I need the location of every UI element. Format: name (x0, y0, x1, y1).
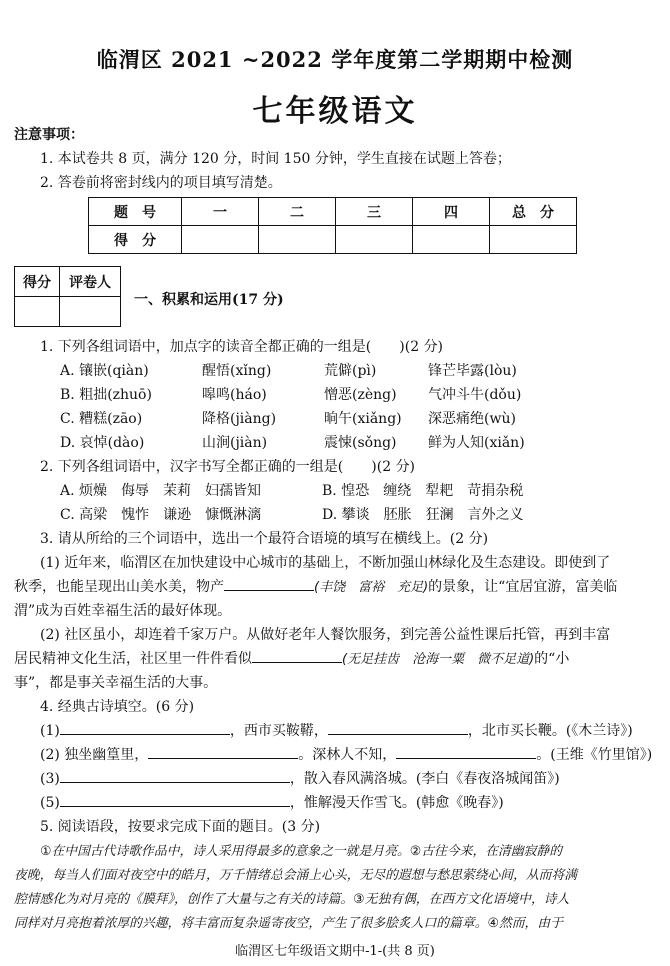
score-cell[interactable] (336, 226, 413, 254)
answer-blank[interactable] (60, 720, 230, 735)
grader-table (14, 266, 121, 327)
q3-word-options: (丰饶 富裕 充足) (314, 580, 429, 595)
grader-score-label: 得分 (15, 267, 60, 297)
q2-option-d: D. 攀谈 胚胀 狂澜 言外之义 (322, 507, 524, 523)
q1-option-c2: 降格(jiàng) (202, 411, 277, 427)
q4-text: 。(王维《竹里馆》) (536, 747, 653, 763)
q1-option-b1: B. 粗拙(zhuō) (60, 387, 152, 403)
q1-option-a3: 荒僻(pì) (324, 363, 377, 379)
q2-option-a: A. 烦燥 侮辱 茉莉 妇孺皆知 (60, 483, 262, 499)
q4-text: 。深林人不知， (298, 747, 397, 763)
q1-option-b3: 憎恶(zèng) (324, 387, 397, 403)
q1-option-d2: 山涧(jiàn) (202, 435, 268, 451)
q4-text: ，北市买长鞭。(《木兰诗》) (467, 723, 633, 739)
q1-option-c1: C. 糟糕(zāo) (60, 411, 143, 427)
score-header-cell: 二 (259, 198, 336, 226)
q4-line-1 (40, 720, 633, 740)
q4-line-4 (40, 792, 504, 812)
answer-blank[interactable] (60, 792, 290, 807)
grader-score-cell[interactable] (15, 297, 60, 327)
question-stem-text: 1. 下列各组词语中，加点字的读音全都正确的一组是( (40, 339, 372, 355)
score-header-cell: 一 (182, 198, 259, 226)
q4-text: (2) 独坐幽篁里， (40, 747, 149, 763)
q1-option-d3: 震悚(sǒng) (324, 435, 397, 451)
q1-option-c4: 深恶痛绝(wù) (428, 411, 516, 427)
score-cell[interactable] (259, 226, 336, 254)
notice-heading: 注意事项： (14, 127, 84, 143)
q5-passage-line: ①在中国古代诗歌作品中，诗人采用得最多的意象之一就是月亮。②古往今来，在清幽寂静的 (40, 844, 563, 859)
q1-option-c3: 晌午(xiǎng) (324, 411, 402, 427)
q3-passage-line: (2) 社区虽小，却连着千家万户。从做好老年人餐饮服务，到完善公益性课后托管，再到丰富 (40, 627, 611, 643)
question-2-stem (40, 456, 415, 476)
q1-option-b4: 气冲斗牛(dǒu) (428, 387, 522, 403)
q2-option-b: B. 惶恐 缠绕 犁耙 苛捐杂税 (322, 483, 524, 499)
question-stem-text: 2. 下列各组词语中，汉字书写全都正确的一组是( (40, 459, 344, 475)
q1-option-d4: 鲜为人知(xiǎn) (428, 435, 525, 451)
q4-text: ，散入春风满洛城。(李白《春夜洛城闻笛》) (289, 771, 560, 787)
page-footer: 临渭区七年级语文期中-1-(共 8 页) (235, 944, 435, 959)
answer-blank[interactable] (148, 744, 298, 759)
q1-option-a4: 锋芒毕露(lòu) (428, 363, 517, 379)
answer-blank[interactable] (224, 576, 314, 591)
q4-text: ，惟解漫天作雪飞。(韩愈《晚春》) (289, 795, 504, 811)
q2-option-c: C. 高梁 愧怍 谦逊 慷慨淋漓 (60, 507, 262, 523)
q4-text: (5) (40, 795, 60, 811)
exam-title: 临渭区 2021 ~2022 学年度第二学期期中检测 (96, 47, 574, 72)
score-row-label: 得 分 (89, 226, 182, 254)
q3-word-options: (无足挂齿 沧海一粟 微不足道) (342, 652, 535, 667)
q4-line-2 (40, 744, 652, 764)
q4-text: ，西市买鞍鞯， (229, 723, 328, 739)
score-cell[interactable] (413, 226, 490, 254)
score-table (88, 197, 577, 254)
question-4-stem: 4. 经典古诗填空。(6 分) (40, 699, 195, 715)
subject-title: 七年级语文 (252, 94, 418, 129)
q3-text: 的“小 (534, 651, 570, 667)
q3-text: 秋季，也能呈现出山美水美，物产 (14, 579, 224, 595)
q3-text: 居民精神文化生活，社区里一件件看似 (14, 651, 252, 667)
score-header-cell: 三 (336, 198, 413, 226)
notice-item: 2. 答卷前将密封线内的项目填写清楚。 (40, 175, 282, 191)
q4-text: (1) (40, 723, 60, 739)
q1-option-a1: A. 镶嵌(qiàn) (60, 363, 149, 379)
q1-option-d1: D. 哀悼(dào) (60, 435, 145, 451)
score-header-cell: 四 (413, 198, 490, 226)
q3-text: 的景象，让“宜居宜游，富美临 (428, 579, 618, 595)
grader-name-label: 评卷人 (60, 267, 121, 297)
score-cell[interactable] (490, 226, 577, 254)
score-header-cell: 总 分 (490, 198, 577, 226)
q1-option-a2: 醒悟(xǐng) (202, 363, 272, 379)
answer-blank[interactable] (60, 768, 290, 783)
question-3-stem: 3. 请从所给的三个词语中，选出一个最符合语境的填写在横线上。(2 分) (40, 531, 489, 547)
q3-passage-line (14, 648, 569, 668)
answer-blank[interactable] (252, 648, 342, 663)
question-5-stem: 5. 阅读语段，按要求完成下面的题目。(3 分) (40, 819, 321, 835)
q4-text: (3) (40, 771, 60, 787)
question-score: )(2 分) (371, 459, 416, 475)
question-1-stem (40, 336, 443, 356)
q3-passage-line: 事”，都是事关幸福生活的大事。 (14, 675, 218, 691)
question-score: )(2 分) (399, 339, 444, 355)
q5-passage-line: 腔情感化为对月亮的《膜拜》，创作了大量与之有关的诗篇。③无独有偶，在西方文化语境中，诗人 (14, 892, 570, 907)
score-header-cell: 题 号 (89, 198, 182, 226)
q5-passage-line: 同样对月亮抱着浓厚的兴趣，将丰富而复杂遥寄夜空，产生了很多脍炙人口的篇章。④然而，由于 (14, 916, 563, 931)
score-cell[interactable] (182, 226, 259, 254)
answer-blank[interactable] (396, 744, 536, 759)
q3-passage-line: (1) 近年来，临渭区在加快建设中心城市的基础上，不断加强山林绿化及生态建设。即使到了 (40, 555, 611, 571)
q1-option-b2: 嗥鸣(háo) (202, 387, 267, 403)
section-title: 一、积累和运用(17 分) (134, 292, 284, 308)
q4-line-3 (40, 768, 560, 788)
q3-passage-line (14, 576, 617, 596)
notice-item: 1. 本试卷共 8 页，满分 120 分，时间 150 分钟，学生直接在试题上答卷； (40, 151, 511, 167)
answer-blank[interactable] (328, 720, 468, 735)
q5-passage-line: 夜晚，每当人们面对夜空中的皓月，万千情绪总会涌上心头，无尽的遐想与愁思萦绕心间，从而将满 (14, 868, 578, 883)
q3-passage-line: 渭”成为百姓幸福生活的最好体现。 (14, 603, 232, 619)
grader-name-cell[interactable] (60, 297, 121, 327)
